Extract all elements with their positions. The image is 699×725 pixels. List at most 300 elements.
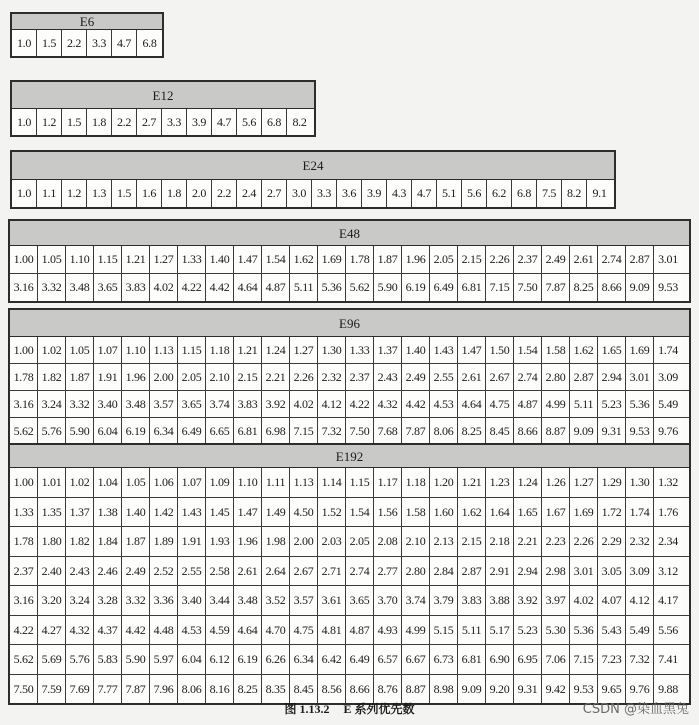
value-cell: 1.50 <box>486 337 514 363</box>
value-cell: 3.65 <box>346 586 374 615</box>
value-cell: 9.65 <box>598 675 626 704</box>
value-cell: 8.45 <box>290 675 318 704</box>
value-cell: 1.1 <box>37 180 62 207</box>
value-cell: 3.70 <box>374 586 402 615</box>
value-cell: 2.46 <box>94 557 122 586</box>
value-cell: 5.62 <box>10 418 38 444</box>
series-table-e12 <box>10 80 316 137</box>
value-cell: 2.55 <box>178 557 206 586</box>
value-cell: 1.14 <box>318 468 346 497</box>
value-cell: 1.0 <box>12 30 37 56</box>
value-cell: 4.87 <box>514 391 542 417</box>
value-cell: 2.37 <box>514 246 542 273</box>
value-cell: 6.8 <box>137 30 162 56</box>
value-cell: 1.00 <box>10 337 38 363</box>
value-cell: 1.82 <box>66 527 94 556</box>
value-cell: 1.87 <box>66 364 94 390</box>
value-cell: 1.29 <box>598 468 626 497</box>
value-cell: 1.05 <box>38 246 66 273</box>
value-cell: 6.81 <box>458 645 486 674</box>
value-cell: 1.98 <box>262 527 290 556</box>
value-cell: 9.09 <box>570 418 598 444</box>
value-cell: 1.76 <box>654 498 682 527</box>
value-row <box>10 363 689 390</box>
value-cell: 2.00 <box>150 364 178 390</box>
value-cell: 1.24 <box>514 468 542 497</box>
value-row <box>10 615 689 645</box>
value-cell: 1.47 <box>458 337 486 363</box>
value-cell: 6.81 <box>458 274 486 301</box>
value-cell: 4.42 <box>402 391 430 417</box>
value-cell: 2.49 <box>402 364 430 390</box>
value-cell: 4.17 <box>654 586 682 615</box>
value-cell: 4.02 <box>290 391 318 417</box>
value-cell: 2.15 <box>458 246 486 273</box>
value-cell: 1.87 <box>374 246 402 273</box>
value-cell: 6.98 <box>262 418 290 444</box>
value-cell: 1.05 <box>66 337 94 363</box>
value-cell: 7.50 <box>514 274 542 301</box>
value-cell: 2.10 <box>402 527 430 556</box>
value-cell: 8.45 <box>486 418 514 444</box>
value-cell: 9.76 <box>626 675 654 704</box>
value-cell: 1.24 <box>262 337 290 363</box>
value-cell: 1.54 <box>514 337 542 363</box>
value-cell: 1.96 <box>402 246 430 273</box>
value-cell: 4.64 <box>458 391 486 417</box>
value-cell: 4.32 <box>374 391 402 417</box>
value-cell: 5.30 <box>542 616 570 645</box>
value-cell: 7.41 <box>654 645 682 674</box>
value-cell: 6.90 <box>486 645 514 674</box>
value-cell: 1.30 <box>318 337 346 363</box>
value-cell: 2.49 <box>542 246 570 273</box>
value-cell: 3.3 <box>312 180 337 207</box>
value-cell: 7.50 <box>10 675 38 704</box>
value-cell: 4.02 <box>570 586 598 615</box>
value-cell: 2.00 <box>290 527 318 556</box>
value-cell: 1.37 <box>374 337 402 363</box>
value-row <box>10 585 689 615</box>
value-cell: 1.42 <box>150 498 178 527</box>
value-cell: 4.22 <box>178 274 206 301</box>
value-cell: 9.1 <box>587 180 612 207</box>
series-title: E6 <box>12 14 162 30</box>
value-cell: 2.49 <box>122 557 150 586</box>
series-title: E192 <box>10 445 689 468</box>
value-cell: 2.15 <box>234 364 262 390</box>
value-cell: 2.37 <box>10 557 38 586</box>
value-cell: 2.98 <box>542 557 570 586</box>
value-row <box>12 180 614 207</box>
value-cell: 3.32 <box>122 586 150 615</box>
value-cell: 2.7 <box>262 180 287 207</box>
value-cell: 2.61 <box>458 364 486 390</box>
series-title: E48 <box>10 221 689 246</box>
value-cell: 1.65 <box>514 498 542 527</box>
value-cell: 4.32 <box>66 616 94 645</box>
value-cell: 5.76 <box>66 645 94 674</box>
value-cell: 1.27 <box>150 246 178 273</box>
value-cell: 9.76 <box>654 418 682 444</box>
value-cell: 5.6 <box>237 109 262 135</box>
value-cell: 1.69 <box>626 337 654 363</box>
value-cell: 1.10 <box>66 246 94 273</box>
value-cell: 2.26 <box>570 527 598 556</box>
value-cell: 6.42 <box>318 645 346 674</box>
value-cell: 9.31 <box>514 675 542 704</box>
value-cell: 3.40 <box>178 586 206 615</box>
value-cell: 7.06 <box>542 645 570 674</box>
value-cell: 1.52 <box>318 498 346 527</box>
value-cell: 1.89 <box>150 527 178 556</box>
value-cell: 2.7 <box>137 109 162 135</box>
value-cell: 4.27 <box>38 616 66 645</box>
value-cell: 2.37 <box>346 364 374 390</box>
value-cell: 3.24 <box>38 391 66 417</box>
value-cell: 3.16 <box>10 274 38 301</box>
value-cell: 1.43 <box>430 337 458 363</box>
value-cell: 4.12 <box>318 391 346 417</box>
value-cell: 8.25 <box>458 418 486 444</box>
value-cell: 1.27 <box>570 468 598 497</box>
value-cell: 3.3 <box>87 30 112 56</box>
value-cell: 1.02 <box>66 468 94 497</box>
value-cell: 4.53 <box>430 391 458 417</box>
value-cell: 1.62 <box>290 246 318 273</box>
value-cell: 1.32 <box>654 468 682 497</box>
value-cell: 1.84 <box>94 527 122 556</box>
value-cell: 9.53 <box>570 675 598 704</box>
value-cell: 2.13 <box>430 527 458 556</box>
value-cell: 3.92 <box>514 586 542 615</box>
value-cell: 1.6 <box>137 180 162 207</box>
value-cell: 2.80 <box>542 364 570 390</box>
value-cell: 1.78 <box>10 364 38 390</box>
value-cell: 1.21 <box>234 337 262 363</box>
value-cell: 5.6 <box>462 180 487 207</box>
value-cell: 3.48 <box>66 274 94 301</box>
value-cell: 4.87 <box>262 274 290 301</box>
value-cell: 1.64 <box>486 498 514 527</box>
value-cell: 1.58 <box>542 337 570 363</box>
value-cell: 1.54 <box>262 246 290 273</box>
value-cell: 1.5 <box>112 180 137 207</box>
value-cell: 1.10 <box>122 337 150 363</box>
value-cell: 3.74 <box>402 586 430 615</box>
value-cell: 2.67 <box>486 364 514 390</box>
figure-number: 图 1.13.2 <box>284 702 330 716</box>
value-cell: 1.13 <box>150 337 178 363</box>
value-cell: 1.05 <box>122 468 150 497</box>
value-cell: 3.09 <box>654 364 682 390</box>
value-cell: 1.72 <box>598 498 626 527</box>
value-cell: 1.37 <box>66 498 94 527</box>
value-cell: 5.43 <box>598 616 626 645</box>
value-cell: 1.09 <box>206 468 234 497</box>
value-cell: 3.16 <box>10 391 38 417</box>
value-cell: 4.99 <box>542 391 570 417</box>
value-cell: 1.96 <box>234 527 262 556</box>
value-cell: 4.81 <box>318 616 346 645</box>
value-cell: 3.40 <box>94 391 122 417</box>
value-cell: 4.59 <box>206 616 234 645</box>
value-cell: 1.01 <box>38 468 66 497</box>
value-cell: 1.96 <box>122 364 150 390</box>
value-cell: 3.9 <box>187 109 212 135</box>
value-cell: 1.23 <box>486 468 514 497</box>
value-cell: 5.90 <box>374 274 402 301</box>
value-cell: 4.7 <box>412 180 437 207</box>
value-cell: 7.15 <box>290 418 318 444</box>
value-row <box>10 526 689 556</box>
value-cell: 3.97 <box>542 586 570 615</box>
value-cell: 3.83 <box>234 391 262 417</box>
value-cell: 4.70 <box>262 616 290 645</box>
value-cell: 9.53 <box>654 274 682 301</box>
value-cell: 9.09 <box>458 675 486 704</box>
value-cell: 2.18 <box>486 527 514 556</box>
value-cell: 1.04 <box>94 468 122 497</box>
series-title: E24 <box>12 152 614 180</box>
value-cell: 3.32 <box>38 274 66 301</box>
value-cell: 2.03 <box>318 527 346 556</box>
value-cell: 7.87 <box>122 675 150 704</box>
value-cell: 1.56 <box>374 498 402 527</box>
value-cell: 9.88 <box>654 675 682 704</box>
value-cell: 1.38 <box>94 498 122 527</box>
value-cell: 1.45 <box>206 498 234 527</box>
value-cell: 6.49 <box>430 274 458 301</box>
value-cell: 1.10 <box>234 468 262 497</box>
value-cell: 7.87 <box>542 274 570 301</box>
series-table-e6 <box>10 12 164 58</box>
value-cell: 6.2 <box>487 180 512 207</box>
value-cell: 3.32 <box>66 391 94 417</box>
value-cell: 5.76 <box>38 418 66 444</box>
value-cell: 5.36 <box>570 616 598 645</box>
value-cell: 3.05 <box>598 557 626 586</box>
value-cell: 3.3 <box>162 109 187 135</box>
value-cell: 6.04 <box>94 418 122 444</box>
value-cell: 3.01 <box>626 364 654 390</box>
value-cell: 4.12 <box>626 586 654 615</box>
value-cell: 6.04 <box>178 645 206 674</box>
value-cell: 5.17 <box>486 616 514 645</box>
value-row <box>10 337 689 363</box>
value-cell: 2.77 <box>374 557 402 586</box>
value-cell: 1.62 <box>458 498 486 527</box>
value-cell: 8.25 <box>234 675 262 704</box>
value-cell: 2.4 <box>237 180 262 207</box>
value-cell: 7.69 <box>66 675 94 704</box>
value-cell: 1.13 <box>290 468 318 497</box>
value-cell: 7.59 <box>38 675 66 704</box>
value-cell: 1.8 <box>162 180 187 207</box>
value-cell: 2.43 <box>374 364 402 390</box>
value-cell: 8.25 <box>570 274 598 301</box>
value-cell: 7.77 <box>94 675 122 704</box>
value-cell: 5.90 <box>122 645 150 674</box>
value-cell: 2.15 <box>458 527 486 556</box>
value-cell: 1.20 <box>430 468 458 497</box>
series-table-e192 <box>8 443 691 705</box>
value-row <box>10 273 689 301</box>
value-cell: 2.43 <box>66 557 94 586</box>
value-cell: 2.40 <box>38 557 66 586</box>
value-cell: 1.40 <box>122 498 150 527</box>
value-cell: 6.67 <box>402 645 430 674</box>
value-row <box>10 556 689 586</box>
value-cell: 4.75 <box>486 391 514 417</box>
value-cell: 3.36 <box>150 586 178 615</box>
value-cell: 5.15 <box>430 616 458 645</box>
value-cell: 2.58 <box>206 557 234 586</box>
value-cell: 3.09 <box>626 557 654 586</box>
value-cell: 2.21 <box>262 364 290 390</box>
value-cell: 2.61 <box>570 246 598 273</box>
value-cell: 2.91 <box>486 557 514 586</box>
value-cell: 3.48 <box>122 391 150 417</box>
value-cell: 3.12 <box>654 557 682 586</box>
value-cell: 1.21 <box>458 468 486 497</box>
value-cell: 1.40 <box>402 337 430 363</box>
value-row <box>10 497 689 527</box>
value-cell: 8.87 <box>542 418 570 444</box>
value-row <box>10 468 689 497</box>
value-cell: 8.98 <box>430 675 458 704</box>
value-cell: 8.06 <box>178 675 206 704</box>
value-cell: 1.06 <box>150 468 178 497</box>
value-cell: 2.87 <box>458 557 486 586</box>
value-cell: 1.69 <box>570 498 598 527</box>
value-cell: 1.0 <box>12 109 37 135</box>
value-cell: 8.76 <box>374 675 402 704</box>
value-cell: 2.64 <box>262 557 290 586</box>
value-cell: 2.29 <box>598 527 626 556</box>
value-cell: 1.74 <box>654 337 682 363</box>
value-cell: 3.0 <box>287 180 312 207</box>
figure-title: E 系列优先数 <box>343 702 415 716</box>
value-cell: 2.26 <box>290 364 318 390</box>
value-cell: 1.91 <box>178 527 206 556</box>
value-cell: 2.74 <box>346 557 374 586</box>
value-cell: 3.57 <box>290 586 318 615</box>
value-cell: 7.23 <box>598 645 626 674</box>
value-cell: 2.84 <box>430 557 458 586</box>
value-cell: 3.83 <box>458 586 486 615</box>
value-cell: 1.00 <box>10 468 38 497</box>
value-cell: 1.33 <box>346 337 374 363</box>
value-cell: 1.17 <box>374 468 402 497</box>
value-cell: 2.87 <box>626 246 654 273</box>
value-cell: 8.06 <box>430 418 458 444</box>
value-cell: 3.6 <box>337 180 362 207</box>
value-cell: 1.30 <box>626 468 654 497</box>
value-cell: 7.15 <box>570 645 598 674</box>
value-cell: 6.26 <box>262 645 290 674</box>
value-cell: 1.18 <box>206 337 234 363</box>
value-cell: 2.23 <box>542 527 570 556</box>
value-cell: 4.7 <box>112 30 137 56</box>
value-cell: 1.26 <box>542 468 570 497</box>
value-cell: 6.34 <box>290 645 318 674</box>
value-cell: 2.32 <box>626 527 654 556</box>
value-cell: 1.18 <box>402 468 430 497</box>
value-cell: 2.94 <box>598 364 626 390</box>
value-cell: 2.2 <box>112 109 137 135</box>
value-cell: 6.34 <box>150 418 178 444</box>
value-cell: 1.78 <box>10 527 38 556</box>
value-cell: 9.53 <box>626 418 654 444</box>
value-cell: 7.32 <box>318 418 346 444</box>
value-cell: 2.34 <box>654 527 682 556</box>
value-cell: 5.97 <box>150 645 178 674</box>
value-cell: 7.50 <box>346 418 374 444</box>
value-cell: 3.65 <box>178 391 206 417</box>
value-cell: 6.65 <box>206 418 234 444</box>
value-cell: 6.19 <box>234 645 262 674</box>
value-cell: 1.82 <box>38 364 66 390</box>
value-cell: 1.5 <box>37 30 62 56</box>
value-cell: 6.73 <box>430 645 458 674</box>
value-cell: 1.07 <box>178 468 206 497</box>
value-cell: 5.11 <box>290 274 318 301</box>
value-cell: 4.64 <box>234 274 262 301</box>
series-title: E12 <box>12 82 314 109</box>
value-cell: 3.20 <box>38 586 66 615</box>
value-cell: 7.68 <box>374 418 402 444</box>
value-cell: 3.28 <box>94 586 122 615</box>
value-cell: 8.35 <box>262 675 290 704</box>
value-cell: 2.52 <box>150 557 178 586</box>
value-cell: 7.5 <box>537 180 562 207</box>
value-cell: 6.49 <box>346 645 374 674</box>
value-cell: 2.2 <box>212 180 237 207</box>
value-cell: 1.15 <box>178 337 206 363</box>
value-cell: 3.52 <box>262 586 290 615</box>
value-cell: 9.31 <box>598 418 626 444</box>
value-cell: 8.66 <box>346 675 374 704</box>
value-cell: 3.01 <box>654 246 682 273</box>
value-cell: 1.74 <box>626 498 654 527</box>
value-cell: 4.02 <box>150 274 178 301</box>
value-cell: 2.55 <box>430 364 458 390</box>
value-cell: 1.47 <box>234 246 262 273</box>
value-cell: 4.07 <box>598 586 626 615</box>
value-cell: 1.02 <box>38 337 66 363</box>
value-cell: 2.05 <box>430 246 458 273</box>
value-cell: 4.48 <box>150 616 178 645</box>
value-cell: 4.93 <box>374 616 402 645</box>
value-cell: 4.50 <box>290 498 318 527</box>
value-cell: 6.19 <box>402 274 430 301</box>
value-cell: 1.40 <box>206 246 234 273</box>
value-cell: 5.11 <box>570 391 598 417</box>
value-cell: 7.87 <box>402 418 430 444</box>
value-cell: 7.15 <box>486 274 514 301</box>
value-cell: 8.66 <box>514 418 542 444</box>
value-cell: 9.20 <box>486 675 514 704</box>
value-cell: 6.8 <box>512 180 537 207</box>
value-cell: 4.22 <box>10 616 38 645</box>
value-cell: 5.62 <box>10 645 38 674</box>
value-cell: 4.42 <box>206 274 234 301</box>
value-cell: 1.33 <box>10 498 38 527</box>
value-cell: 5.90 <box>66 418 94 444</box>
value-cell: 6.81 <box>234 418 262 444</box>
value-cell: 5.23 <box>598 391 626 417</box>
